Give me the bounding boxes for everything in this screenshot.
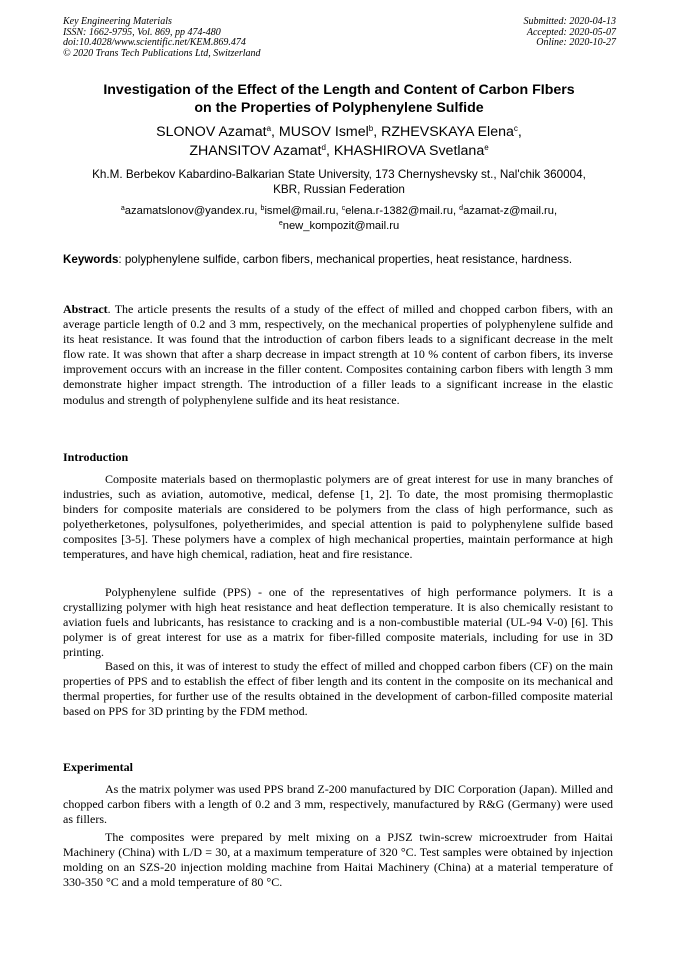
affiliation-line-2: KBR, Russian Federation [273, 183, 405, 196]
paper-title [50, 81, 628, 117]
author-name: RZHEVSKAYA Elena [381, 124, 514, 140]
email-sup: e [278, 220, 283, 227]
email-link[interactable]: new_kompozit@mail.ru [282, 220, 400, 232]
submitted-date: Submitted: 2020-04-13 [523, 16, 616, 27]
keywords-text: : polyphenylene sulfide, carbon fibers, mechanical properties, heat resistance, hardness. [118, 253, 573, 266]
affiliation-line-1: Kh.M. Berbekov Kabardino-Balkarian State University, 173 Chernyshevsky st., Nal'chik 360004, [92, 168, 586, 181]
author-name: SLONOV Azamat [156, 124, 267, 140]
email-sup: b [260, 205, 265, 212]
keywords-label: Keywords [63, 253, 119, 266]
intro-paragraph-1: Composite materials based on thermoplastic polymers are of great interest for use in many branches of industries, such as aviation, automotive, medical, defense [1, 2]. To date, the most promising thermoplastic binders for composite materials are considered to be polymers from the class of high performance, such as polyetherketones, polysulfones, polyetherimides, and special attention is paid to polyphenylene sulfide based composites [3-5]. These polymers have a complex of high mechanical properties, maintain performance at high temperatures, and have high chemical, radiation, heat and fire resistance. [63, 472, 613, 562]
author-sup: d [321, 143, 326, 152]
dates-header [524, 17, 617, 49]
email-sup: d [459, 205, 464, 212]
author-sup: b [368, 124, 374, 133]
journal-copyright: © 2020 Trans Tech Publications Ltd, Switzerland [63, 47, 261, 59]
affiliation [50, 167, 628, 197]
journal-header [63, 17, 261, 59]
email-line-1: $^a$azamatslonov@yandex.ru, $^b$ismel@mail.ru, $^c$elena.r-1382@mail.ru, $^d$azamat-z@mail.ru, [120, 205, 558, 217]
email-sup: c [341, 205, 346, 212]
intro-paragraph-3: Based on this, it was of interest to study the effect of milled and chopped carbon fibers (CF) on the main properties of PPS and to establish the effect of fiber length and its content in the composite on its mechanical and thermal properties, for further use of the results obtained in the development of carbon-filled composite material based on PPS for 3D printing by the FDM method. [63, 659, 613, 719]
author-name: MUSOV Ismel [278, 124, 369, 140]
email-link[interactable]: elena.r-1382@mail.ru [345, 205, 453, 217]
experimental-paragraph-2: The composites were prepared by melt mixing on a PJSZ twin-screw microextruder from Haitai Machinery (China) with L/D = 30, at a maximum temperature of 320 °C. Test samples were obtained by injection molding on an SZS-20 injection molding machine from Haitai Machinery (China) at a material temperature of 330-350 °C and a mold temperature of 80 °C. [63, 830, 613, 890]
author-sup: c [513, 124, 518, 133]
journal-doi: doi:10.4028/www.scientific.net/KEM.869.474 [63, 37, 246, 49]
email-link[interactable]: azamatslonov@yandex.ru [124, 205, 255, 217]
author-line-1: SLONOV Azamat$^a$, MUSOV Ismel$^b$, RZHEVSKAYA Elena$^c$, [156, 124, 522, 140]
email-link[interactable]: ismel@mail.ru [264, 205, 336, 217]
author-list [50, 123, 628, 161]
introduction-heading: Introduction [63, 450, 129, 464]
email-sup: a [120, 205, 125, 212]
abstract-label: Abstract [63, 302, 108, 316]
author-name: KHASHIROVA Svetlana [333, 143, 485, 159]
keywords [63, 253, 613, 268]
author-sup: e [484, 143, 489, 152]
accepted-date: Accepted: 2020-05-07 [526, 26, 616, 38]
email-list [50, 204, 628, 234]
intro-paragraph-2: Polyphenylene sulfide (PPS) - one of the representatives of high performance polymers. It is a crystallizing polymer with high heat resistance and heat deflection temperature. It is also chemically resistant to aviation fuels and lubricants, has resistance to cracking and is a non-combustible material (UL-94 V-0) [6]. This polymer is of great interest for use as a matrix for fiber-filled composite materials, including for use in 3D printing. [63, 585, 613, 660]
author-line-2: ZHANSITOV Azamat$^d$, KHASHIROVA Svetlana$^e$ [189, 143, 489, 159]
title-line-2: on the Properties of Polyphenylene Sulfide [194, 100, 484, 116]
title-line-1: Investigation of the Effect of the Length and Content of Carbon FIbers [103, 82, 575, 98]
online-date: Online: 2020-10-27 [536, 37, 616, 49]
experimental-paragraph-1: As the matrix polymer was used PPS brand Z-200 manufactured by DIC Corporation (Japan). Milled and chopped carbon fibers with a length of 0.2 and 3 mm, respectively, manufactured by R&G (Germany) were used as fillers. [63, 782, 613, 827]
journal-name: Key Engineering Materials [63, 16, 172, 27]
journal-issn: ISSN: 1662-9795, Vol. 869, pp 474-480 [63, 26, 221, 38]
abstract-text: . The article presents the results of a study of the effect of milled and chopped carbon fibers, with an average particle length of 0.2 and 3 mm, respectively, on the mechanical properties of polyphenylene sulfide and its heat resistance. It was found that the introduction of carbon fibers leads to a significant decrease in the melt flow rate. It was shown that after a sharp decrease in impact strength at 10 % content of carbon fibers, its inverse improvement occurs with an increase in the filler content. Composites containing carbon fibers with length 3 mm demonstrate higher impact strength. The introduction of a filler leads to a significant increase in the elastic modulus and strength of polyphenylene sulfide and its heat resistance. [63, 302, 613, 407]
author-name: ZHANSITOV Azamat [189, 143, 322, 159]
email-line-2 [50, 219, 628, 234]
experimental-heading: Experimental [63, 760, 133, 774]
abstract [63, 302, 613, 408]
email-link[interactable]: azamat-z@mail.ru [463, 205, 554, 217]
author-sup: a [266, 124, 272, 133]
